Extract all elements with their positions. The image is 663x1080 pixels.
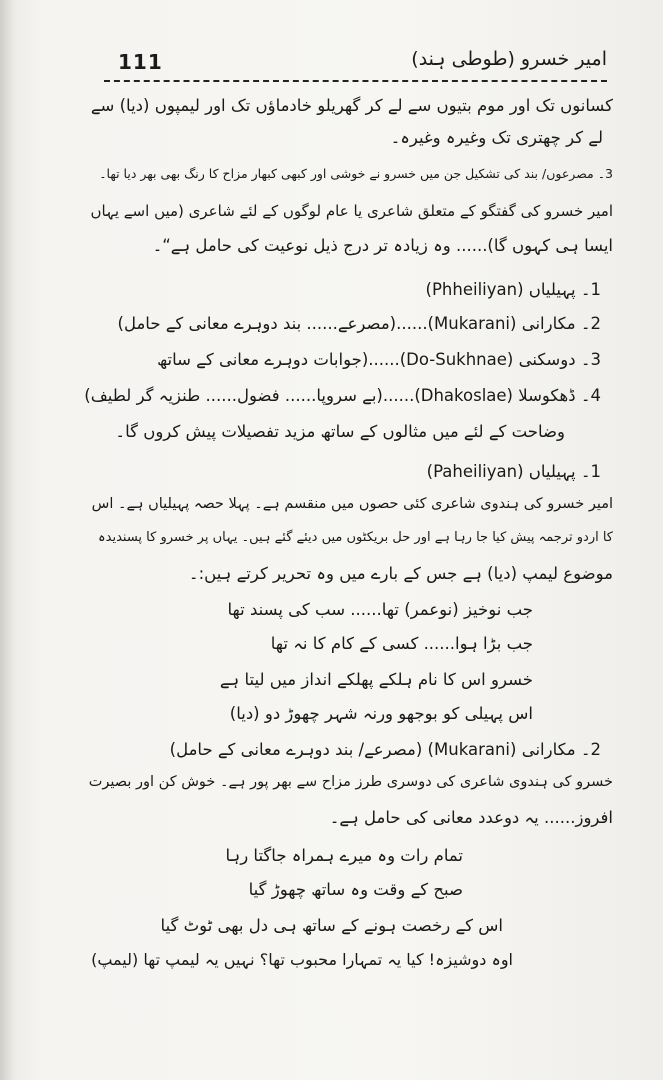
verse-line: اس کے رخصت ہونے کے ساتھ ہی دل بھی ٹوٹ گیا xyxy=(160,916,503,935)
section-heading: 2۔ مکارانی (Mukarani) (مصرعے/ بند دوہرے معانی کے حامل) xyxy=(169,740,601,759)
page-header xyxy=(104,44,607,84)
text-line: کسانوں تک اور موم بتیوں سے لے کر گھریلو خادماؤں تک اور لیمپوں (دیا) سے xyxy=(90,96,613,115)
header-rule xyxy=(104,80,607,82)
running-title: امیر خسرو (طوطی ہند) xyxy=(411,48,607,70)
text-line: 3۔ مصرعوں/ بند کی تشکیل جن میں خسرو نے خوشی اور کبھی کبھار مزاح کا رنگ بھی بھر دیا تھا۔ xyxy=(99,166,613,181)
verse-line: خسرو اس کا نام ہلکے پھلکے انداز میں لیتا ہے xyxy=(219,670,533,689)
text-line: امیر خسرو کی گفتگو کے متعلق شاعری یا عام لوگوں کے لئے شاعری (میں اسے یہاں xyxy=(90,202,613,220)
verse-line: جب نوخیز (نوعمر) تھا...... سب کی پسند تھا xyxy=(227,600,533,619)
list-item: 3۔ دوسکنی (Do-Sukhnae)......(جوابات دوہرے معانی کے ساتھ xyxy=(157,350,601,369)
text-line: ایسا ہی کہوں گا)...... وہ زیادہ تر درج ذیل نوعیت کی حامل ہے“۔ xyxy=(152,236,613,255)
page-number: 111 xyxy=(118,50,163,74)
text-line: خسرو کی ہندوی شاعری کی دوسری طرز مزاح سے بھر پور ہے۔ خوش کن اور بصیرت xyxy=(88,774,613,790)
verse-line: اس پہیلی کو بوجھو ورنہ شہر چھوڑ دو (دیا) xyxy=(229,704,533,723)
section-heading: 1۔ پہیلیاں (Paheiliyan) xyxy=(426,462,601,481)
verse-line: صبح کے وقت وہ ساتھ چھوڑ گیا xyxy=(248,880,463,899)
text-line: لے کر چھتری تک وغیرہ وغیرہ۔ xyxy=(390,128,603,147)
verse-line: جب بڑا ہوا...... کسی کے کام کا نہ تھا xyxy=(270,634,533,653)
list-item: 2۔ مکارانی (Mukarani)......(مصرعے...... بند دوہرے معانی کے حامل) xyxy=(117,314,601,333)
text-line: کا اردو ترجمہ پیش کیا جا رہا ہے اور حل بریکٹوں میں دیئے گئے ہیں۔ یہاں پر خسرو کا پسندیدہ xyxy=(98,530,613,545)
verse-line: اوہ دوشیزہ! کیا یہ تمہارا محبوب تھا؟ نہیں یہ لیمپ تھا (لیمپ) xyxy=(91,950,513,969)
list-item: 1۔ پہیلیاں (Phheiliyan) xyxy=(425,280,601,299)
text-line: امیر خسرو کی ہندوی شاعری کئی حصوں میں منقسم ہے۔ پہلا حصہ پہیلیاں ہے۔ اس xyxy=(91,496,613,512)
book-gutter-shadow xyxy=(0,0,14,1080)
verse-line: تمام رات وہ میرے ہمراہ جاگتا رہا xyxy=(225,846,463,865)
text-line: موضوع لیمپ (دیا) ہے جس کے بارے میں وہ تحریر کرتے ہیں:۔ xyxy=(188,564,613,583)
list-item: 4۔ ڈھکوسلا (Dhakoslae)......(بے سروپا...... فضول...... طنزیہ گر لطیف) xyxy=(84,386,601,405)
text-line: افروز...... یہ دوعدد معانی کی حامل ہے۔ xyxy=(329,808,613,827)
text-line: وضاحت کے لئے میں مثالوں کے ساتھ مزید تفصیلات پیش کروں گا۔ xyxy=(115,422,565,441)
